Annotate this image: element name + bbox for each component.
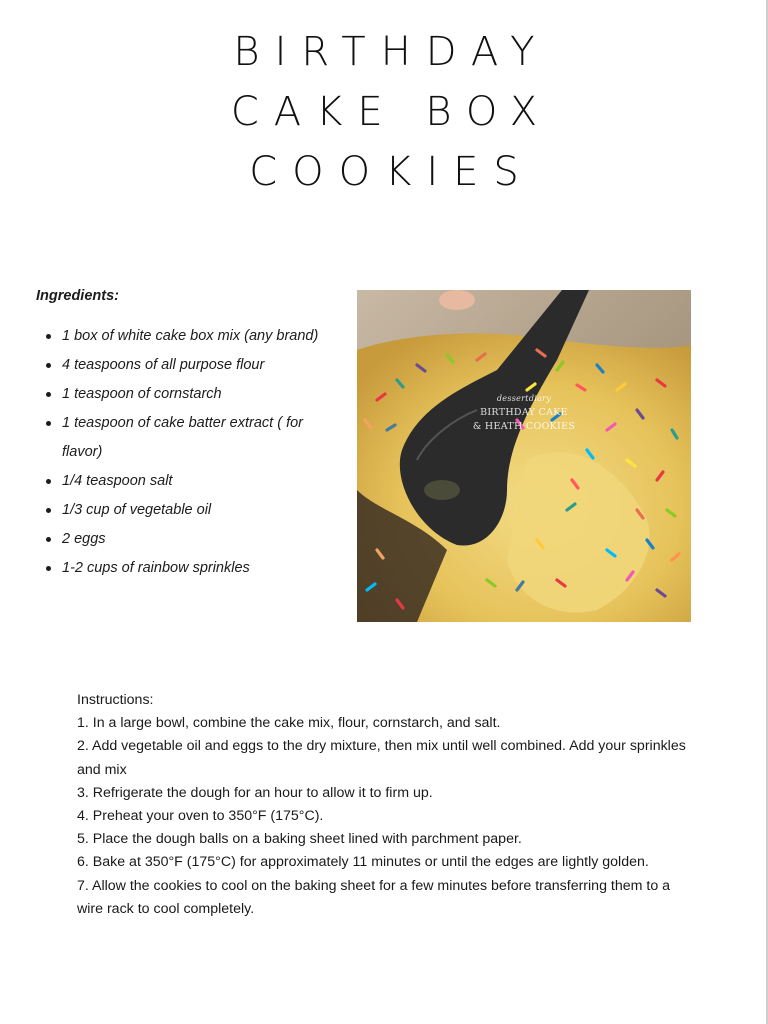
ingredient-item: 4 teaspoons of all purpose flour [36, 351, 326, 380]
page-title [0, 22, 768, 202]
photo-caption-line-3: & HEATH COOKIES [472, 421, 576, 432]
instruction-step: 4. Preheat your oven to 350°F (175°C). [77, 808, 324, 825]
ingredient-item: 1-2 cups of rainbow sprinkles [36, 554, 326, 583]
photo-caption-handle: dessertdiary [496, 394, 552, 403]
ingredients-section [36, 288, 326, 583]
title-line-1: BIRTHDAY [233, 29, 550, 75]
ingredients-heading: Ingredients: [36, 288, 119, 304]
instruction-step: 3. Refrigerate the dough for an hour to allow it to firm up. [77, 784, 433, 801]
instruction-step: 5. Place the dough balls on a baking sheet lined with parchment paper. [77, 831, 522, 848]
title-line-3: COOKIES [249, 149, 534, 195]
ingredient-item: 2 eggs [36, 525, 326, 554]
ingredient-item: 1/3 cup of vegetable oil [36, 496, 326, 525]
title-line-2: CAKE BOX [230, 89, 553, 135]
photo-caption-overlay [457, 392, 591, 434]
instruction-step: 7. Allow the cookies to cool on the baking sheet for a few minutes before transferring them to a wire rack to cool completely. [77, 877, 671, 917]
instructions-section [77, 689, 692, 921]
ingredient-item: 1/4 teaspoon salt [36, 467, 326, 496]
ingredient-item: 1 teaspoon of cornstarch [36, 380, 326, 409]
ingredients-list [36, 322, 326, 583]
instructions-heading: Instructions: [77, 692, 154, 708]
ingredient-item: 1 box of white cake box mix (any brand) [36, 322, 326, 351]
instruction-step: 6. Bake at 350°F (175°C) for approximately 11 minutes or until the edges are lightly golden. [77, 854, 649, 871]
instruction-step: 2. Add vegetable oil and eggs to the dry mixture, then mix until well combined. Add your sprinkles and mix [77, 738, 686, 778]
dough-illustration [357, 290, 691, 622]
cookie-dough-photo [357, 290, 691, 622]
ingredient-item: 1 teaspoon of cake batter extract ( for flavor) [36, 409, 326, 467]
instruction-step: 1. In a large bowl, combine the cake mix, flour, cornstarch, and salt. [77, 715, 501, 732]
photo-caption-line-2: BIRTHDAY CAKE [480, 407, 568, 418]
